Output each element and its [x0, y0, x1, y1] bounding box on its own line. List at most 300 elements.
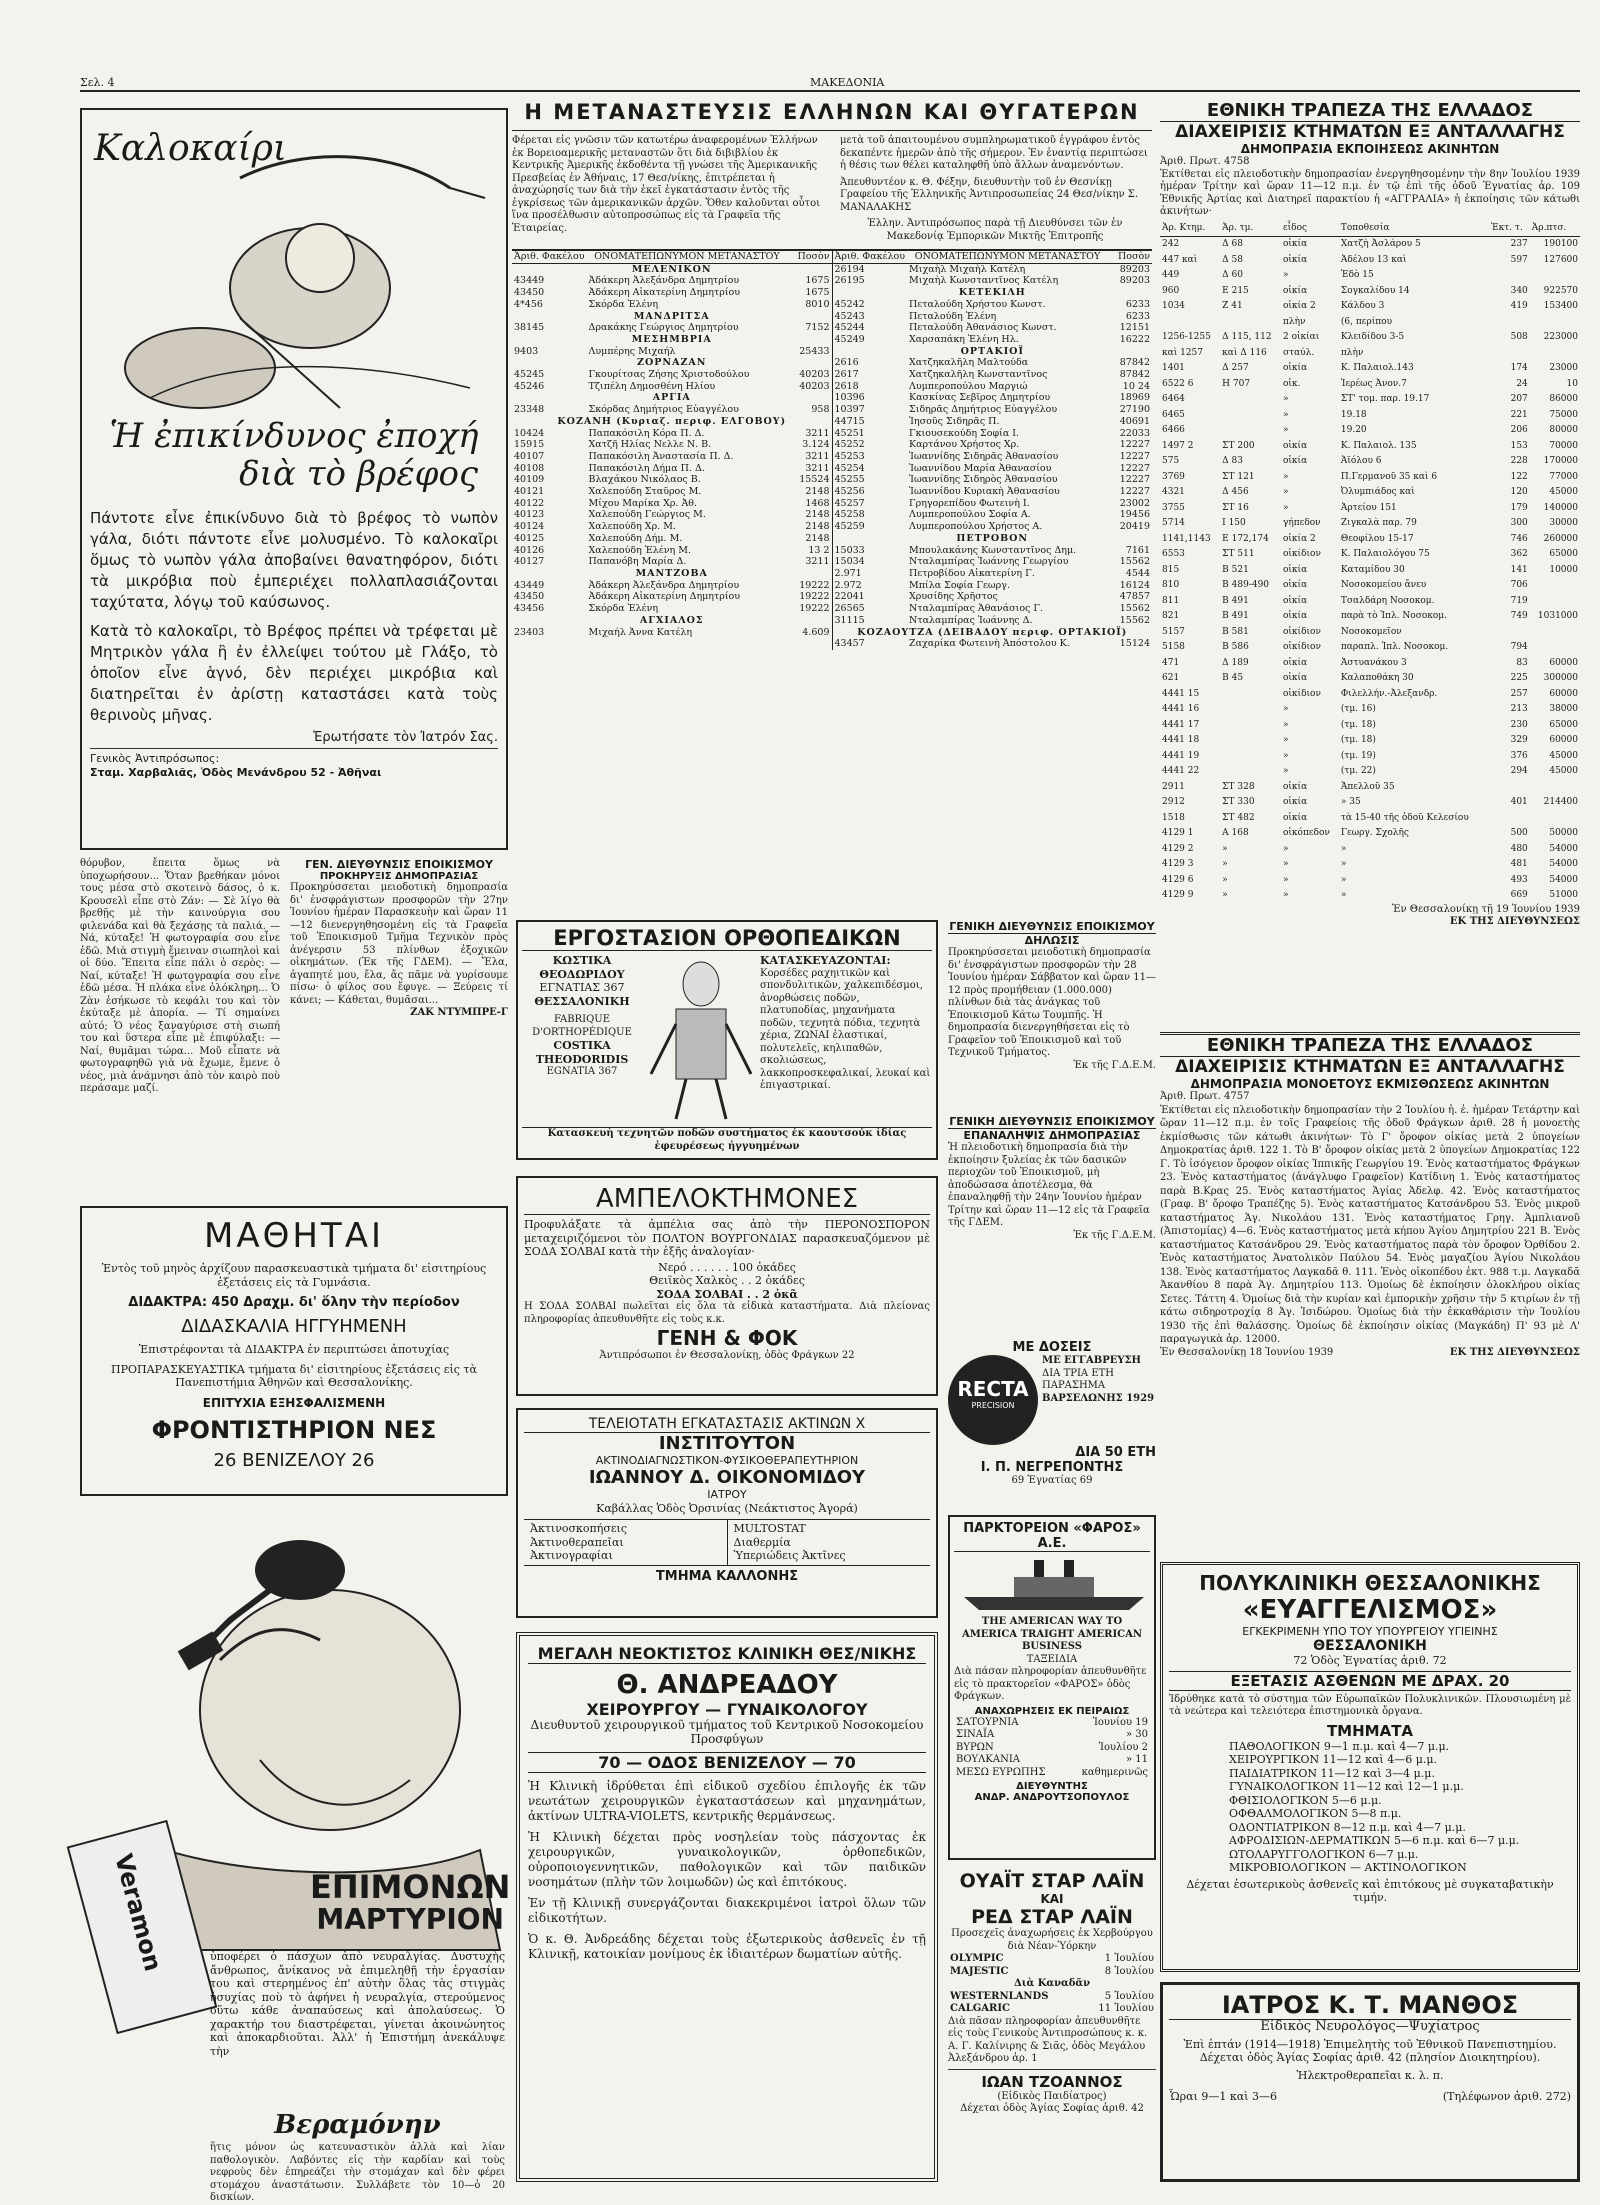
property-row [1160, 702, 1580, 718]
property-row [1160, 361, 1580, 377]
amount: 3211 [805, 462, 830, 474]
file-number: 9403 [514, 345, 539, 357]
file-number: 31115 [834, 614, 865, 626]
property-cell: » [1282, 843, 1289, 854]
emigrant-row [512, 580, 832, 592]
property-cell: » [1282, 704, 1289, 714]
doctor-services: Ἡλεκτροθεραπεῖαι κ. λ. π. [1296, 2068, 1444, 2082]
emigrant-row [833, 311, 1153, 323]
department-item: ΠΑΘΟΛΟΓΙΚΟΝ 9—1 π.μ. καὶ 4—7 μ.μ. [1229, 1739, 1450, 1753]
property-cell: 362 [1510, 549, 1528, 559]
file-number: 40122 [514, 497, 545, 509]
file-number: 45243 [834, 310, 865, 322]
file-number: 10424 [514, 427, 545, 439]
amount: 23002 [1119, 497, 1150, 509]
emigrant-name: Πετροβίδου Αἰκατερίνη Γ. [909, 567, 1035, 579]
brand-name: RECTA [957, 1377, 1029, 1401]
travel-label: ΤΑΞΕΙΔΙΑ [1026, 1653, 1078, 1665]
sailing-date: 1 Ἰουλίου [1104, 1953, 1154, 1964]
pediatrician-role: (Εἰδικὸς Παιδίατρος) [997, 2090, 1107, 2102]
emigrant-row [512, 299, 832, 311]
amount: 12227 [1119, 462, 1150, 474]
amount: 12227 [1119, 474, 1150, 486]
auction-date: Ἐν Θεσσαλονίκῃ τῇ 19 Ἰουνίου 1939 [1392, 903, 1580, 915]
property-cell: 1034 [1162, 301, 1185, 311]
property-cell: οἰκίδιον [1282, 549, 1321, 559]
bank-subtitle: ΔΙΑΧΕΙΡΙΣΙΣ ΚΤΗΜΑΤΩΝ ΕΞ ΑΝΤΑΛΛΑΓΗΣ [1175, 122, 1565, 142]
property-cell: 225 [1510, 673, 1528, 683]
property-cell: 4441 22 [1162, 766, 1200, 776]
file-number: 15034 [834, 556, 865, 568]
ship-name: ΣΑΤΟΥΡΝΙΑ [956, 1716, 1019, 1728]
property-cell: 4441 16 [1162, 704, 1200, 714]
property-cell: (τμ. 22) [1340, 766, 1376, 776]
property-cell: 60000 [1549, 688, 1578, 699]
property-cell: 190100 [1543, 239, 1578, 249]
property-row [1160, 609, 1580, 625]
property-row [1160, 408, 1580, 424]
emigrant-name: Παπακόσιλη Κόρα Π. Δ. [588, 427, 705, 439]
file-number: 2616 [834, 357, 859, 369]
ship-name: MAJESTIC [950, 1965, 1009, 1977]
veramon-ad [80, 1510, 511, 2203]
property-row [1160, 873, 1580, 889]
property-cell: 4129 2 [1162, 843, 1194, 854]
property-cell: οἰκίδιον [1282, 642, 1321, 652]
property-cell: » [1282, 859, 1289, 869]
ad-title-2: ΜΑΡΤΥΡΙΟΝ [316, 1903, 504, 1936]
emigrant-name: Μιχαήλ Ἀννα Κατέλη [588, 626, 693, 638]
emigrant-row [512, 428, 832, 440]
property-cell [1220, 702, 1281, 718]
amount: 19456 [1119, 509, 1150, 521]
place-heading-row [833, 287, 1153, 299]
emigrant-name: Ἀδάκερη Αἰκατερίνη Δημητρίου [588, 287, 741, 299]
emigrant-name: Καρτάνου Χρήστος Χρ. [909, 439, 1020, 451]
property-cell: 4129 9 [1162, 890, 1194, 900]
file-number: 43449 [514, 579, 545, 591]
property-cell: Δ 68 [1222, 239, 1243, 249]
property-cell: 4129 6 [1162, 874, 1194, 885]
property-cell: 960 [1162, 285, 1180, 296]
property-cell: 4441 17 [1162, 719, 1200, 730]
ad-title: ΕΡΓΟΣΤΑΣΙΟΝ ΟΡΘΟΠΕΔΙΚΩΝ [522, 926, 932, 951]
property-cell: Ζ 41 [1222, 301, 1243, 311]
property-cell: 140000 [1543, 502, 1578, 513]
property-cell [1220, 408, 1281, 424]
property-row [1160, 516, 1580, 532]
settlement-notice [948, 920, 1156, 1130]
ad-note: Η ΣΟΔΑ ΣΟΛΒΑΙ πωλεῖται εἰς ὅλα τὰ εἰδικὰ καταστήματα. Διὰ πλείονας πληροφορίας ἀπευθυνθῆτε εἰς τοὺς κ.κ. [524, 1301, 930, 1325]
clinic-name: «ΕΥΑΓΓΕΛΙΣΜΟΣ» [1242, 1595, 1498, 1625]
auction-body: Ἐκτίθεται εἰς πλειοδοτικὴν δημοπρασίαν τὴν 2 Ἰουλίου ἡ. ἐ. ἡμέραν Τετάρτην καὶ ὥραν 11—12 π.μ. ἐν τοῖς Γραφείοις τῆς ὁδοῦ Φράγκων ἀριθ. 28 ἡ μονοετὴς ἐκμίσθωσις τῶν κάτωθι ἀκινήτων· Τὸ Γ' ὄροφον οἰκίας μετὰ 2 ὑπογείων Δημοκρατίας ἀριθ. 122 1. Τὸ Β' ὄροφον οἰκίας μετὰ 2 ὑπογείων Δημοκρατίας 122 Γ. Τὸ ἰσόγειον ὄροφον οἰκίας Ἱππικῆς Γεωργίου 19. Ἑνὸς καταστήματος Φράγκων 23. Ἑνὸς καταστήματος (ἀνάγλυφο Γραφεῖον) Κατίδινη 1. Ἑνὸς καταστήματος παρὰ Β.Κρας 25. Ἑνὸς καταστήματος Ἁγίας Ἀδελφ. 42. Ἑνὸς καταστήματος (Γραφ. Β' ὄροφο Τραπέζης 5). Ἑνὸς καταστήματος Κατσάνδρου 53. Ἑνὸς μικροῦ καταστήματος Ἁγ. Νικολάου 131. Ἑνὸς καταστήματος Γρηγ. Ἀμπλιανοῦ (Ἀπιστομίας) 4—6. Ἑνὸς καταστήματος μετὰ κήπου Ἁγίου Δημητρίου 221 Β. Ἑνὸς καταστήματος Κατσάνδρου 29. Ἑνὸς καταστήματος παρὰ τὸν ὄροφον Ὀρθίδου 2. Ἑνὸς καταστήματος Ἀνατολικὸν Παύλου 54. Ἑνὸς μαγαζίου Ἁγίου Νικολάου 138. Ἑνὸς καταστήματος Λαγκαδᾶ θ. 111. Ἑνὸς οἰκοπέδου ἐκτ. 988 τ.μ. Λαγκαδᾶ Ἀκανθίου 8 παρὰ Ἁγ. Δημητρίου 113. Ὁμοίως δὲ ἐκποίησιν ὁλοκλήρου οἰκίας Σετες. Τάττη 4. Ὁμοίως διὰ τὴν κυρίαν καὶ ἐμπορικὴν χρῆσιν τὴν 5 κτιρίων ἐν τῇ κάτω σιδηροτροχίᾳ 8 Ἀγ. Ἰσιδώρου. Ὁμοίως διὰ τὴν ἐκκαθάρισιν τὴν Ἰουλίου 1930 τῆς ἐπὶ θαλάσσης. Ὁμοίως δὲ ἐκποίησιν οἰκίας (Μαγκάδη) Π' 93 μὲ Λ' παραγωγικὰ ἀρ. 12000. [1160, 1104, 1580, 1345]
property-cell: Κ. Παλαιολόγου 75 [1340, 549, 1430, 559]
place-heading-row [512, 334, 832, 346]
property-row [1160, 749, 1580, 765]
file-number: 43449 [514, 275, 545, 287]
emigrant-name: Χαλεπούδη Γεώργιος Μ. [588, 509, 706, 521]
owner-name: ΚΩΣΤΙΚΑ ΘΕΟΔΩΡΙΔΟΥ [539, 954, 625, 981]
emigrant-name: Γκουρίτσας Ζήσης Χριστοδούλου [588, 369, 750, 381]
departments-title: ΤΜΗΜΑΤΑ [1326, 1721, 1414, 1740]
property-cell [1489, 315, 1530, 331]
emigrant-row [833, 381, 1153, 393]
emigrant-row [833, 428, 1153, 440]
amount: 12227 [1119, 486, 1150, 498]
canada-label: Διὰ Καναδᾶν [1013, 1978, 1091, 1989]
property-row [1160, 299, 1580, 315]
amount: 19222 [799, 591, 830, 603]
property-cell: οἰκία [1282, 456, 1308, 466]
emigrant-row [512, 346, 832, 358]
ships-table [948, 1953, 1156, 1978]
file-number: 40107 [514, 450, 545, 462]
amount: 12227 [1119, 439, 1150, 451]
property-row [1160, 671, 1580, 687]
file-number: 23403 [514, 626, 545, 638]
departure-date: » 11 [1125, 1754, 1148, 1765]
property-cell: 65000 [1549, 549, 1578, 559]
emigrant-row [512, 486, 832, 498]
property-cell: Θεοφίλου 15-17 [1340, 533, 1414, 544]
xray-ad [516, 1408, 938, 1618]
property-cell: » [1282, 487, 1289, 497]
property-cell: Καταμίδου 30 [1340, 564, 1405, 575]
service-5: Διαθερμία [733, 1535, 791, 1549]
property-cell [1220, 764, 1281, 780]
property-cell: 10000 [1549, 564, 1578, 575]
property-row [1160, 640, 1580, 656]
file-number: 4*456 [514, 298, 543, 310]
property-row [1160, 532, 1580, 548]
amount: 27190 [1119, 404, 1150, 416]
col-head-number: Ἀριθ. Φακέλου [834, 251, 906, 262]
emigrant-name: Μιχαὴλ Μιχαὴλ Κατέλη [909, 263, 1026, 275]
amount: 19222 [799, 579, 830, 591]
clinic-note: Δέχεται ἐσωτερικοὺς ἀσθενεῖς καὶ ἐπιτόκους μὲ συγκαταβατικὴν τιμήν. [1186, 1877, 1554, 1904]
property-cell: (6, περίπου [1340, 316, 1393, 327]
service-4: MULTOSTAT [733, 1522, 806, 1535]
emigrant-row [512, 556, 832, 568]
amount: 3211 [805, 556, 830, 568]
file-number: 2.971 [834, 567, 862, 579]
service-2: Ἀκτινοθεραπεῖαι [530, 1535, 624, 1549]
notice-source: Ἐκ τῆς Γ.Δ.Ε.Μ. [1073, 1059, 1156, 1071]
firm-name: ΓΕΝΗ & ΦΟΚ [656, 1326, 798, 1350]
clinic-title: ΜΕΓΑΛΗ ΝΕΟΚΤΙΣΤΟΣ ΚΛΙΝΙΚΗ ΘΕΣ/ΝΙΚΗΣ [528, 1644, 926, 1664]
emigrant-row [512, 404, 832, 416]
ships-table-canada [948, 1991, 1156, 2016]
property-cell: 141 [1510, 564, 1528, 575]
property-row [1160, 718, 1580, 734]
amount: 10 24 [1122, 380, 1150, 392]
property-cell: Φιλελλήν.-Ἀλεξανδρ. [1340, 688, 1438, 699]
property-cell: 45000 [1549, 766, 1578, 776]
file-number: 45254 [834, 462, 865, 474]
place-heading-row [512, 263, 832, 275]
property-cell: οἰκία 2 [1282, 533, 1316, 544]
property-cell: 30000 [1549, 518, 1578, 528]
mathitai-ad [80, 1206, 508, 1496]
col-head: Τοποθεσία [1340, 222, 1390, 233]
property-cell [1530, 578, 1580, 594]
property-cell: 2912 [1162, 797, 1185, 807]
property-cell: οἰκία 2 [1282, 301, 1316, 311]
doctor-bio: Ἐπὶ ἑπτάν (1914—1918) Ἐπιμελητὴς τοῦ Ἐθνικοῦ Πανεπιστημίου. Δέχεται ὁδὸς Ἁγίας Σοφίας ἀριθ. 42 (πλησίον Διοικητηρίου). [1183, 2037, 1557, 2064]
bank-subtitle: ΔΙΑΧΕΙΡΙΣΙΣ ΚΤΗΜΑΤΩΝ ΕΞ ΑΝΤΑΛΛΑΓΗΣ [1175, 1057, 1565, 1077]
emigrant-name: Πεταλούδη Χρήστου Κωνστ. [909, 298, 1046, 310]
property-cell: 493 [1510, 874, 1528, 885]
installments-label: ΜΕ ΔΟΣΕΙΣ [1012, 1340, 1092, 1355]
service-3: Ἀκτινογραφίαι [530, 1549, 613, 1562]
ad-title: ΤΕΛΕΙΟΤΑΤΗ ΕΓΚΑΤΑΣΤΑΣΙΣ ΑΚΤΙΝΩΝ Χ [524, 1416, 930, 1433]
emigrant-row [833, 521, 1153, 533]
notice-subtitle: ΕΠΑΝΑΛΗΨΙΣ ΔΗΜΟΠΡΑΣΙΑΣ [963, 1129, 1141, 1142]
departure-row [954, 1767, 1150, 1780]
property-cell: σταύλ. [1282, 347, 1315, 358]
amount: 40203 [799, 380, 830, 392]
emigrant-row [833, 451, 1153, 463]
property-cell: πλὴν [1340, 347, 1364, 358]
property-row [1160, 470, 1580, 486]
file-number: 43450 [514, 591, 545, 603]
pediatrician-name: ΙΩΑΝ ΤΖΟΑΝΝΟΣ [981, 2072, 1123, 2091]
emigrant-name: Βλαχάκου Νικόλαος Β. [588, 474, 701, 486]
emigrant-name: Ἰωαννίδης Σιδηρὸς Ἀθανασίου [909, 474, 1058, 486]
property-cell: οἰκόπεδον [1282, 828, 1330, 838]
property-cell: Τσαλδάρη Νοσοκομ. [1340, 595, 1435, 606]
property-row [1160, 795, 1580, 811]
headline-1: Ἡ ἐπικίνδυνος ἐποχή [109, 416, 479, 456]
section-title: Η ΜΕΤΑΝΑΣΤΕΥΣΙΣ ΕΛΛΗΝΩΝ ΚΑΙ ΘΥΓΑΤΕΡΩΝ [512, 100, 1152, 131]
ship-name: ΣΙΝΑΪΑ [956, 1729, 995, 1740]
property-cell: 597 [1510, 254, 1528, 265]
property-cell [1530, 811, 1580, 827]
property-row [1160, 888, 1580, 904]
property-cell: 60000 [1549, 735, 1578, 745]
property-cell: οἰκία [1282, 239, 1308, 249]
property-cell: 60000 [1549, 657, 1578, 668]
director-note: Ἀπευθυντέον κ. Θ. Φέξην, διευθυντὴν τοῦ ἐν Θεσνίκῃ Γραφείου τῆς Ἑλληνικῆς Ἀντιπροσωπείας 24 Θεσ/νίκην Σ. ΜΑΝΑΛΑΚΗΣ [840, 176, 1138, 213]
department-item: ΟΔΟΝΤΙΑΤΡΙΚΟΝ 8—12 π.μ. καὶ 4—7 μ.μ. [1229, 1820, 1466, 1834]
property-cell: 340 [1510, 285, 1528, 296]
property-row [1160, 594, 1580, 610]
property-cell: 221 [1510, 409, 1528, 420]
emigrant-row [512, 591, 832, 603]
auction-signoff: ΕΚ ΤΗΣ ΔΙΕΥΘΥΝΣΕΩΣ [1449, 916, 1580, 927]
emigrant-name: Χρυσίδης Χρῆστος [909, 591, 998, 603]
place-heading-row [833, 533, 1153, 545]
property-cell: 794 [1510, 642, 1528, 652]
protocol-number: Ἀριθ. Πρωτ. 4758 [1160, 156, 1250, 167]
properties-table [1160, 221, 1580, 904]
property-cell: παραπλ. Ἰπλ. Νοσοκομ. [1340, 642, 1449, 652]
place-heading: ΠΕΤΡΟΒΟΝ [956, 532, 1029, 544]
file-number: 2617 [834, 369, 859, 381]
property-cell: Ἀπελλοῦ 35 [1340, 781, 1395, 792]
doctor-specialty: Εἰδικὸς Νευρολόγος—Ψυχίατρος [1260, 2019, 1480, 2034]
place-heading: ΜΑΝΤΖΟΒΑ [635, 567, 708, 579]
agent-note: Ἑλλην. Ἀντιπρόσωπος παρὰ τῇ Διευθύνσει τῶν ἐν Μακεδονίᾳ Ἐμπορικῶν Μικτῆς Ἐπιτροπῆς [867, 218, 1123, 242]
emigrant-name: Χαλεπούδη Σταῦρος Μ. [588, 486, 702, 498]
warranty: ΔΙΑ 50 ΕΤΗ [1075, 1445, 1156, 1460]
file-number: 2618 [834, 380, 859, 392]
representative: Σταμ. Χαρβαλιᾶς, Ὁδὸς Μενάνδρου 52 - Ἀθῆναι [90, 765, 382, 779]
property-cell: 300000 [1543, 673, 1578, 683]
ship-row [948, 1966, 1156, 1979]
departments-list [1169, 1740, 1571, 1875]
property-cell: Β 581 [1222, 626, 1249, 637]
emigrant-name: Ἀδάκερη Ἀλεξάνδρα Δημητρίου [588, 579, 740, 591]
property-cell: Β 489-490 [1222, 580, 1270, 590]
property-cell: Ι 150 [1222, 518, 1246, 528]
property-cell: 922570 [1543, 285, 1578, 296]
property-cell: Κλειδίδου 3-5 [1340, 332, 1405, 342]
property-cell: πλὴν [1282, 316, 1306, 327]
emigrant-name: Κασκίνας Σεβῖρος Δημητρίου [909, 392, 1051, 404]
emigrant-row [833, 463, 1153, 475]
departure-row [954, 1717, 1150, 1730]
emigrant-name: Χαρσαπάκη Ἑλένη Ηλ. [909, 333, 1019, 345]
notice-title: ΓΕΝ. ΔΙΕΥΘΥΝΣΙΣ ΕΠΟΙΚΙΣΜΟΥ [305, 858, 493, 871]
file-number: 40121 [514, 486, 545, 498]
place-heading: ΖΟΡΝΑΖΑΝ [637, 357, 707, 369]
amount: 4.609 [802, 626, 830, 638]
dealer-address: 69 Ἐγνατίας 69 [1011, 1475, 1093, 1486]
property-cell: 122 [1510, 471, 1528, 482]
property-cell: 2911 [1162, 781, 1185, 792]
property-cell [1530, 594, 1580, 610]
property-cell: ΣΤ' τομ. παρ. 19.17 [1340, 394, 1430, 404]
institute-label: ΙΝΣΤΙΤΟΥΤΟΝ [658, 1433, 796, 1454]
property-cell: 54000 [1549, 843, 1578, 854]
property-cell: 174 [1510, 363, 1528, 373]
tuition: ΔΙΔΑΚΤΡΑ: 450 Δραχμ. δι' ὅλην τὴν περίοδον [128, 1295, 460, 1310]
emigrant-name: Σκόρδας Δημήτριος Εὐαγγέλου [588, 404, 739, 416]
bank-auction-2 [1160, 1032, 1580, 1555]
amount: 12151 [1119, 322, 1150, 334]
emigrant-name: Ἀδάκερη Ἀλεξάνδρα Δημητρίου [588, 275, 740, 287]
property-cell: Δ 257 [1222, 363, 1249, 373]
property-cell [1160, 315, 1220, 331]
property-row [1160, 501, 1580, 517]
place-heading: ΚΟΖΑΟΥΤΖΑ (ΔΕΙΒΑΔΟΥ περιφ. ΟΡΤΑΚΙΟΪ) [857, 626, 1128, 638]
departure-row [954, 1742, 1150, 1755]
property-row [1160, 764, 1580, 780]
place-heading-row [512, 615, 832, 627]
property-cell: 207 [1510, 394, 1528, 404]
emigrant-row [833, 615, 1153, 627]
recta-ad [948, 1340, 1156, 1500]
property-cell: 329 [1510, 735, 1528, 745]
amount: 1675 [805, 275, 830, 287]
col-head-name: ΟΝΟΜΑΤΕΠΩΝΥΜΟΝ ΜΕΤΑΝΑΣΤΟΥ [914, 251, 1101, 262]
property-cell [1220, 423, 1281, 439]
property-row [1160, 485, 1580, 501]
emigrant-row [512, 287, 832, 299]
brand-title: Καλοκαίρι [94, 128, 288, 169]
property-cell: 4321 [1162, 487, 1185, 497]
ship-illustration [954, 1552, 1152, 1612]
place-heading: ΑΓΧΙΑΛΟΣ [639, 614, 704, 626]
prep-note: ΠΡΟΠΑΡΑΣΚΕΥΑΣΤΙΚΑ τμήματα δι' εἰσιτηρίους ἐξετάσεις εἰς τὰ Πανεπιστήμια Ἀθηνῶν καὶ Θεσσαλονίκης. [111, 1362, 477, 1389]
department-item: ΑΦΡΟΔΙΣΙΩΝ-ΔΕΡΜΑΤΙΚΩΝ 5—6 π.μ. καὶ 6—7 μ.μ. [1229, 1834, 1520, 1847]
emigrant-row [833, 369, 1153, 381]
refund-note: Ἐπιστρέφονται τὰ ΔΙΔΑΚΤΡΑ ἐν περιπτώσει ἀποτυχίας [138, 1343, 450, 1356]
owner-city: ΘΕΣΣΑΛΟΝΙΚΗ [534, 994, 630, 1008]
emigrant-name: Χαλεπούδη Χρ. Μ. [588, 521, 676, 533]
place-heading-row [833, 346, 1153, 358]
emigrant-row [833, 299, 1153, 311]
property-cell: 19.20 [1340, 425, 1367, 435]
property-row [1160, 439, 1580, 455]
amount: 1468 [805, 497, 830, 509]
emigrant-name: Γρηγορεπίδου Φωτεινὴ Ι. [909, 497, 1030, 509]
file-number: 45251 [834, 427, 865, 439]
file-number: 45257 [834, 497, 865, 509]
property-cell: Ὀλυμπιάδος καὶ [1340, 487, 1415, 497]
department: ΤΜΗΜΑ ΚΑΛΛΟΝΗΣ [655, 1568, 799, 1584]
emigrant-name: Χατζηκαλῆλη Κωνσταντῖνος [909, 369, 1048, 381]
latin-address: EGNATIA 367 [546, 1066, 618, 1077]
property-cell: (τμ. 19) [1340, 750, 1376, 761]
property-cell: » [1340, 874, 1347, 885]
property-cell [1530, 780, 1580, 796]
page-number: Σελ. 4 [80, 76, 115, 89]
property-cell: 500 [1510, 828, 1528, 838]
clinic-address: 72 Ὁδὸς Ἐγνατίας ἀριθ. 72 [1293, 1654, 1447, 1667]
property-cell: Β 586 [1222, 642, 1249, 652]
property-cell: οἰκία [1282, 611, 1308, 621]
property-cell: οἰκία [1282, 285, 1308, 296]
property-cell: 749 [1510, 611, 1528, 621]
ship-name: ΒΟΥΛΚΑΝΙΑ [956, 1754, 1020, 1765]
property-cell [1489, 346, 1530, 362]
property-cell: » [1282, 425, 1289, 435]
file-number: 40125 [514, 532, 545, 544]
property-cell: 1141,1143 [1162, 533, 1211, 544]
ship-name: OLYMPIC [950, 1953, 1004, 1964]
doctor-name: ΙΑΤΡΟΣ Κ. Τ. ΜΑΝΘΟΣ [1169, 1991, 1571, 2020]
manager-name: ΑΝΔΡ. ΑΝΔΡΟΥΤΣΟΠΟΥΛΟΣ [974, 1792, 1130, 1803]
emigrant-row [512, 322, 832, 334]
property-cell: οἰκία [1282, 657, 1308, 668]
emigrant-name: Λυμπεροπούλου Σοφία Α. [909, 509, 1031, 521]
amount: 89203 [1119, 275, 1150, 287]
property-cell: οἰκία [1282, 564, 1308, 575]
department-item: ΓΥΝΑΙΚΟΛΟΓΙΚΟΝ 11—12 καὶ 12—1 μ.μ. [1229, 1780, 1464, 1793]
property-cell: 237 [1510, 239, 1528, 249]
emigrant-row [833, 556, 1153, 568]
property-row [1160, 547, 1580, 563]
file-number: 44715 [834, 415, 865, 427]
emigrant-name: Δρακάκης Γεώργιος Δημητρίου [588, 322, 739, 334]
property-cell: οἰκ. [1282, 378, 1301, 389]
guaranteed-teaching: ΔΙΔΑΣΚΑΛΙΑ ΗΓΓΥΗΜΕΝΗ [181, 1316, 407, 1337]
property-cell: 206 [1510, 425, 1528, 435]
dealer-name: Ι. Π. ΝΕΓΡΕΠΟΝΤΗΣ [980, 1460, 1124, 1475]
emigration-section [512, 100, 1152, 960]
clinic-para-2: Ἡ Κλινικὴ δέχεται πρὸς νοσηλείαν τοὺς πάσχοντας ἐκ χειρουργικῶν, γυναικολογικῶν, ὀρθοπεδικῶν, οὐροποιογεννητικῶν, παθολογικῶν καὶ τῶν παιδικῶν νοσημάτων (πλὴν τῶν λοιμωδῶν) ὡς καὶ ἐπιτόκους. [528, 1830, 926, 1889]
property-cell: καὶ Δ 116 [1222, 347, 1267, 358]
property-cell: 4129 3 [1162, 859, 1194, 869]
faros-agency-ad [948, 1515, 1156, 1860]
emigrant-name: Λυμπεροπούλου Μαργιώ [909, 380, 1028, 392]
property-cell: ΣΤ 16 [1222, 502, 1249, 513]
amount: 40691 [1119, 415, 1150, 427]
evangelismos-clinic-ad [1160, 1562, 1580, 1972]
auction-title: ΔΗΜΟΠΡΑΣΙΑ ΜΟΝΟΕΤΟΥΣ ΕΚΜΙΣΘΩΣΕΩΣ ΑΚΙΝΗΤΩΝ [1190, 1077, 1550, 1091]
